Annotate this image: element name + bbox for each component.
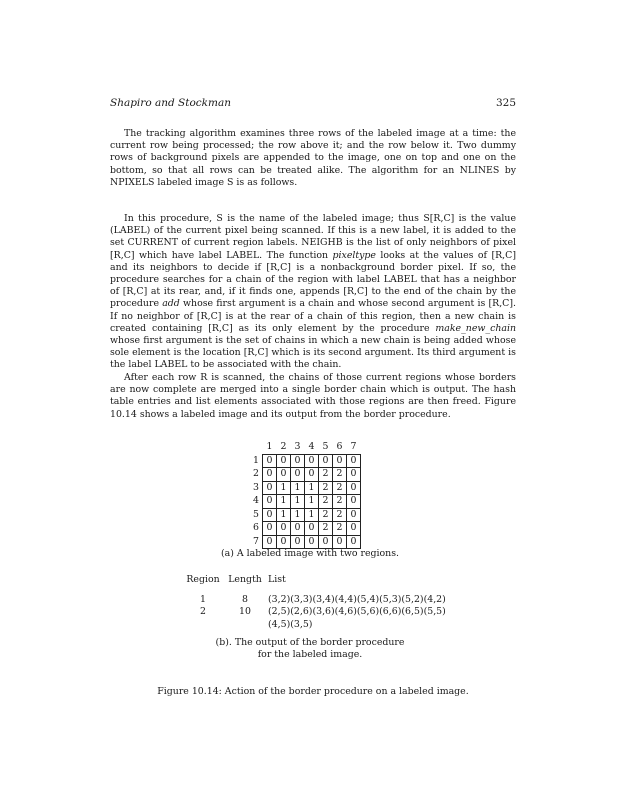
output-list: (3,2)(3,3)(3,4)(4,4)(5,4)(5,3)(5,2)(4,2)	[268, 594, 446, 606]
paragraph-procedure-description	[110, 213, 516, 372]
grid-row	[246, 495, 361, 509]
grid-row-label: 5	[253, 508, 259, 520]
grid-cell: 2	[319, 468, 333, 482]
p2-text-a: In this procedure, S is the name of the labeled image; thus S[R,C] is the value (LABEL) of the current pixel being scanned. If this is a new label, it is added to the set CURRENT of current region labels. NEIGHB is the list of only neighbors of pixel [R,C] which have label LABEL. The function	[110, 213, 516, 261]
caption-b	[180, 637, 440, 661]
grid-row-label: 7	[253, 535, 259, 547]
grid-cell: 0	[291, 454, 305, 468]
grid-cell: 0	[277, 522, 291, 536]
grid-cell: 1	[305, 495, 319, 509]
grid-col-header: 6	[336, 441, 343, 453]
header-list: List	[268, 574, 286, 585]
grid-col-header: 7	[350, 441, 357, 453]
output-list: (4,5)(3,5)	[268, 618, 313, 630]
grid-row	[246, 535, 361, 549]
grid-cell: 0	[291, 535, 305, 549]
grid-cell: 2	[319, 495, 333, 509]
grid-cell: 2	[333, 481, 347, 495]
p2-add: add	[162, 298, 180, 310]
output-spacer	[183, 586, 513, 594]
grid-cell: 1	[305, 508, 319, 522]
labeled-image-grid	[246, 441, 361, 549]
grid-cell: 0	[305, 522, 319, 536]
output-length: 10	[239, 606, 251, 618]
grid-cell: 0	[333, 454, 347, 468]
grid-cell: 0	[347, 454, 361, 468]
header-authors: Shapiro and Stockman	[110, 97, 232, 109]
grid-cell: 0	[347, 508, 361, 522]
grid-cell: 0	[347, 495, 361, 509]
grid-cell: 2	[333, 522, 347, 536]
grid-cell: 0	[305, 535, 319, 549]
grid-cell: 0	[263, 481, 277, 495]
output-rows	[183, 594, 513, 631]
p2-pixeltype: pixeltype	[332, 249, 376, 261]
caption-a: (a) A labeled image with two regions.	[220, 548, 400, 559]
grid-row-label: 6	[253, 522, 259, 534]
grid-cell: 1	[291, 508, 305, 522]
header-length: Length	[228, 574, 262, 585]
grid-cell: 0	[333, 535, 347, 549]
grid-cell: 2	[333, 468, 347, 482]
grid-cell: 2	[333, 495, 347, 509]
output-list: (2,5)(2,6)(3,6)(4,6)(5,6)(6,6)(6,5)(5,5)	[268, 606, 446, 618]
grid-cell: 2	[333, 508, 347, 522]
output-row	[183, 606, 513, 618]
grid-cell: 2	[319, 481, 333, 495]
grid-col-header: 5	[322, 441, 329, 453]
grid-cell: 1	[291, 495, 305, 509]
grid-cell: 0	[263, 522, 277, 536]
grid-cell: 2	[319, 508, 333, 522]
grid-row-label: 1	[253, 454, 259, 466]
grid-cell: 0	[347, 522, 361, 536]
grid-cell: 0	[263, 535, 277, 549]
p2-text-d: whose first argument is the set of chains in which a new chain is being added whose sole element is the location [R,C] which is its second argument. Its third argument is the label LABEL to be associated with the chain.	[110, 335, 516, 371]
grid-cell: 1	[277, 495, 291, 509]
grid-cell: 0	[291, 468, 305, 482]
p2-make-new-chain: make_new_chain	[435, 322, 516, 334]
grid-col-header: 2	[280, 441, 287, 453]
grid-cell: 0	[277, 454, 291, 468]
grid-cell: 1	[291, 481, 305, 495]
grid-row	[246, 522, 361, 536]
grid-cell: 0	[305, 468, 319, 482]
grid-cell: 0	[263, 454, 277, 468]
grid-cell: 1	[305, 481, 319, 495]
caption-b-line2: for the labeled image.	[257, 649, 363, 661]
figure-caption: Figure 10.14: Action of the border procedure on a labeled image.	[157, 686, 469, 697]
grid-cell: 0	[291, 522, 305, 536]
grid-row-label: 4	[253, 495, 259, 507]
grid-cell: 0	[305, 454, 319, 468]
grid-row-label: 3	[253, 481, 259, 493]
output-length: 8	[242, 594, 248, 606]
grid-col-header: 4	[308, 441, 315, 453]
grid-cell: 0	[277, 468, 291, 482]
grid-row	[246, 454, 361, 468]
p2-text-b: looks at the values of [R,C] and its neighbors to decide if [R,C] is a nonbackground border pixel. If so, the procedure searches for a chain of the region with label LABEL that has a neighbor of [R,C] at its rear, and, if it finds one, appends [R,C] to the end of the chain by the procedure	[110, 249, 516, 310]
output-row	[183, 619, 513, 631]
output-region: 2	[200, 606, 206, 618]
grid-col-header: 1	[266, 441, 273, 453]
grid-cell: 0	[263, 495, 277, 509]
grid-cell: 1	[277, 508, 291, 522]
grid-cell: 0	[319, 535, 333, 549]
grid-corner	[246, 441, 263, 454]
border-output-table	[183, 574, 513, 631]
paragraph-row-scanned: After each row R is scanned, the chains of those current regions whose borders are now complete are merged into a single border chain which is output. The hash table entries and list elements associated with those regions are then freed. Figure 10.14 shows a labeled image and its output from the border procedure.	[110, 372, 516, 420]
grid-cell: 1	[277, 481, 291, 495]
caption-b-line1: (b). The output of the border procedure	[215, 637, 405, 648]
grid-row-label: 2	[253, 468, 259, 480]
output-row	[183, 594, 513, 606]
paragraph-tracking-algorithm: The tracking algorithm examines three rows of the labeled image at a time: the current row being processed; the row above it; and the row below it. Two dummy rows of background pixels are appended to the image, one on top and one on the bottom, so that all rows can be treated alike. The algorithm for an NLINES by NPIXELS labeled image S is as follows.	[110, 128, 516, 188]
grid-cell: 0	[319, 454, 333, 468]
grid-row	[246, 508, 361, 522]
grid-cell: 0	[277, 535, 291, 549]
grid-header-row	[246, 441, 361, 454]
grid-cell: 0	[347, 535, 361, 549]
output-region: 1	[200, 594, 206, 606]
grid-cell: 0	[263, 508, 277, 522]
grid-cell: 0	[347, 481, 361, 495]
grid-cell: 0	[263, 468, 277, 482]
grid-row	[246, 468, 361, 482]
header-region: Region	[186, 574, 220, 585]
grid-col-header: 3	[294, 441, 301, 453]
grid-cell: 2	[319, 522, 333, 536]
page-number: 325	[495, 97, 516, 109]
output-header-row	[183, 574, 513, 586]
grid-cell: 0	[347, 468, 361, 482]
p2-text-c: whose first argument is a chain and whose second argument is [R,C]. If no neighbor of [R,C] is at the rear of a chain of this region, then a new chain is created containing [R,C] as its only element by the procedure	[110, 298, 516, 334]
grid-row	[246, 481, 361, 495]
